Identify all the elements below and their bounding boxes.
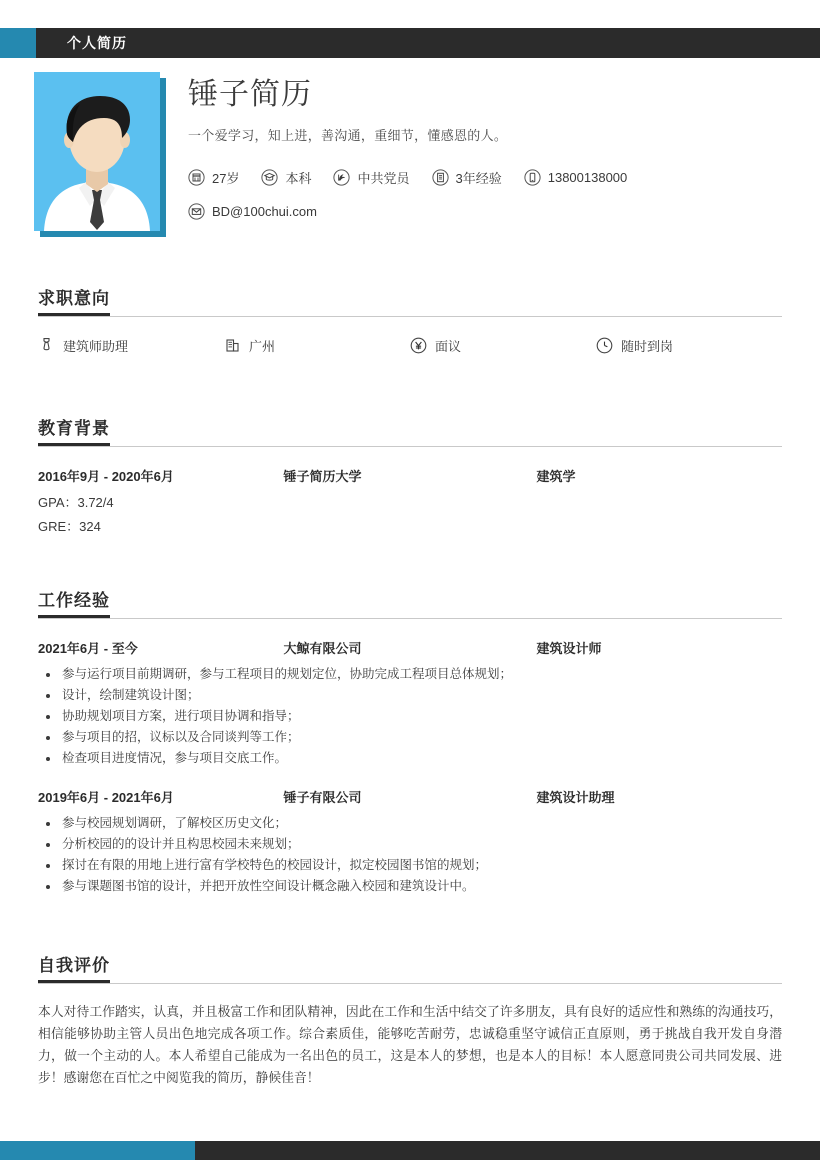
document-icon [432, 169, 449, 186]
list-item: 参与项目的招，议标以及合同谈判等工作； [38, 727, 782, 748]
section-education [38, 418, 782, 539]
education-date: 2016年9月 - 2020年6月 [38, 469, 174, 484]
meta-political-status-label: 中共党员 [357, 171, 410, 186]
section-rule [38, 446, 782, 447]
meta-email-label: BD@100chui.com [212, 204, 317, 219]
header-accent-block [0, 28, 36, 58]
section-heading [38, 288, 782, 318]
section-title-job-intention: 求职意向 [38, 288, 110, 316]
education-major: 建筑学 [536, 469, 576, 484]
work-date: 2019年6月 - 2021年6月 [38, 790, 174, 805]
section-heading [38, 955, 782, 985]
meta-education-label: 本科 [285, 171, 312, 186]
section-title-education: 教育背景 [38, 418, 110, 446]
meta-political-status [333, 168, 409, 187]
section-heading [38, 418, 782, 448]
section-rule [38, 316, 782, 317]
intent-salary-label: 面议 [435, 339, 462, 354]
work-bullets [38, 813, 782, 897]
education-gpa: GPA：3.72/4 [38, 495, 114, 510]
work-role: 建筑设计助理 [536, 790, 615, 805]
work-entry [38, 638, 782, 769]
list-item: 检查项目进度情况，参与项目交底工作。 [38, 748, 782, 769]
page-footer-bar [0, 1141, 820, 1160]
meta-experience-label: 3年经验 [455, 171, 502, 186]
meta-email [188, 203, 317, 220]
intent-city [224, 336, 410, 355]
list-item: 分析校园的的设计并且构思校园未来规划； [38, 834, 782, 855]
party-emblem-icon [333, 169, 350, 186]
work-entry-header [38, 787, 782, 806]
intent-salary [410, 336, 596, 355]
work-company: 大鲸有限公司 [283, 641, 362, 656]
work-role: 建筑设计师 [536, 641, 602, 656]
education-school: 锤子简历大学 [283, 469, 362, 484]
section-title-work: 工作经验 [38, 590, 110, 618]
person-name: 锤子简历 [188, 78, 312, 111]
intent-availability-label: 随时到岗 [621, 339, 674, 354]
section-rule [38, 983, 782, 984]
footer-accent-block [0, 1141, 195, 1160]
footer-dark-block [195, 1141, 820, 1160]
calendar-icon [188, 169, 205, 186]
self-evaluation-text: 本人对待工作踏实，认真，并且极富工作和团队精神，因此在工作和生活中结交了许多朋友，具有良好的适应性和熟练的沟通技巧，相信能够协助主管人员出色地完成各项工作。综合素质佳，能够吃苦耐劳，忠诚稳重坚守诚信正直原则，勇于挑战自我开发自身潜力，做一个主动的人。本人希望自己能成为一名出色的员工，这是本人的梦想，也是本人的目标！本人愿意同贵公司共同发展、进步！感谢您在百忙之中阅览我的简历，静候佳音！ [38, 1004, 782, 1085]
profile-header [0, 72, 820, 237]
list-item: 参与校园规划调研，了解校区历史文化； [38, 813, 782, 834]
section-job-intention [38, 288, 782, 355]
phone-icon [524, 169, 541, 186]
list-item: 参与运行项目前期调研，参与工程项目的规划定位，协助完成工程项目总体规划； [38, 664, 782, 685]
graduation-cap-icon [261, 169, 278, 186]
necktie-icon [38, 337, 55, 354]
meta-age-label: 27岁 [212, 171, 240, 186]
page-header-bar [0, 28, 820, 58]
education-gre: GRE：324 [38, 519, 101, 535]
header-title-bar [36, 28, 820, 58]
section-heading [38, 590, 782, 620]
intent-position-label: 建筑师助理 [63, 339, 129, 354]
building-icon [224, 337, 241, 354]
yen-icon [410, 337, 427, 354]
person-tagline: 一个爱学习，知上进，善沟通，重细节，懂感恩的人。 [188, 128, 508, 143]
meta-age [188, 168, 239, 187]
section-title-self-evaluation: 自我评价 [38, 955, 110, 983]
intent-city-label: 广州 [249, 339, 276, 354]
meta-experience [432, 168, 502, 187]
intent-position [38, 336, 224, 355]
avatar-photo [34, 72, 160, 231]
education-details [38, 491, 782, 539]
meta-phone [524, 169, 628, 186]
meta-phone-label: 13800138000 [547, 170, 628, 185]
clock-icon [596, 337, 613, 354]
list-item: 设计，绘制建筑设计图； [38, 685, 782, 706]
work-bullets [38, 664, 782, 769]
envelope-icon [188, 203, 205, 220]
work-entry [38, 787, 782, 897]
page-title: 个人简历 [67, 35, 127, 51]
list-item: 协助规划项目方案，进行项目协调和指导； [38, 706, 782, 727]
profile-details [166, 72, 786, 220]
profile-meta-row-2 [188, 203, 786, 220]
section-self-evaluation [38, 955, 782, 1089]
job-intention-row [38, 336, 782, 355]
work-company: 锤子有限公司 [283, 790, 362, 805]
work-entry-header [38, 638, 782, 657]
list-item: 参与课题图书馆的设计，并把开放性空间设计概念融入校园和建筑设计中。 [38, 876, 782, 897]
education-entry-header [38, 466, 782, 485]
section-work-experience [38, 590, 782, 897]
intent-availability [596, 336, 782, 355]
list-item: 探讨在有限的用地上进行富有学校特色的校园设计，拟定校园图书馆的规划； [38, 855, 782, 876]
education-entry [38, 466, 782, 539]
meta-education [261, 168, 311, 187]
work-date: 2021年6月 - 至今 [38, 641, 138, 656]
section-rule [38, 618, 782, 619]
avatar [34, 72, 166, 237]
profile-meta-row-1 [188, 168, 786, 187]
